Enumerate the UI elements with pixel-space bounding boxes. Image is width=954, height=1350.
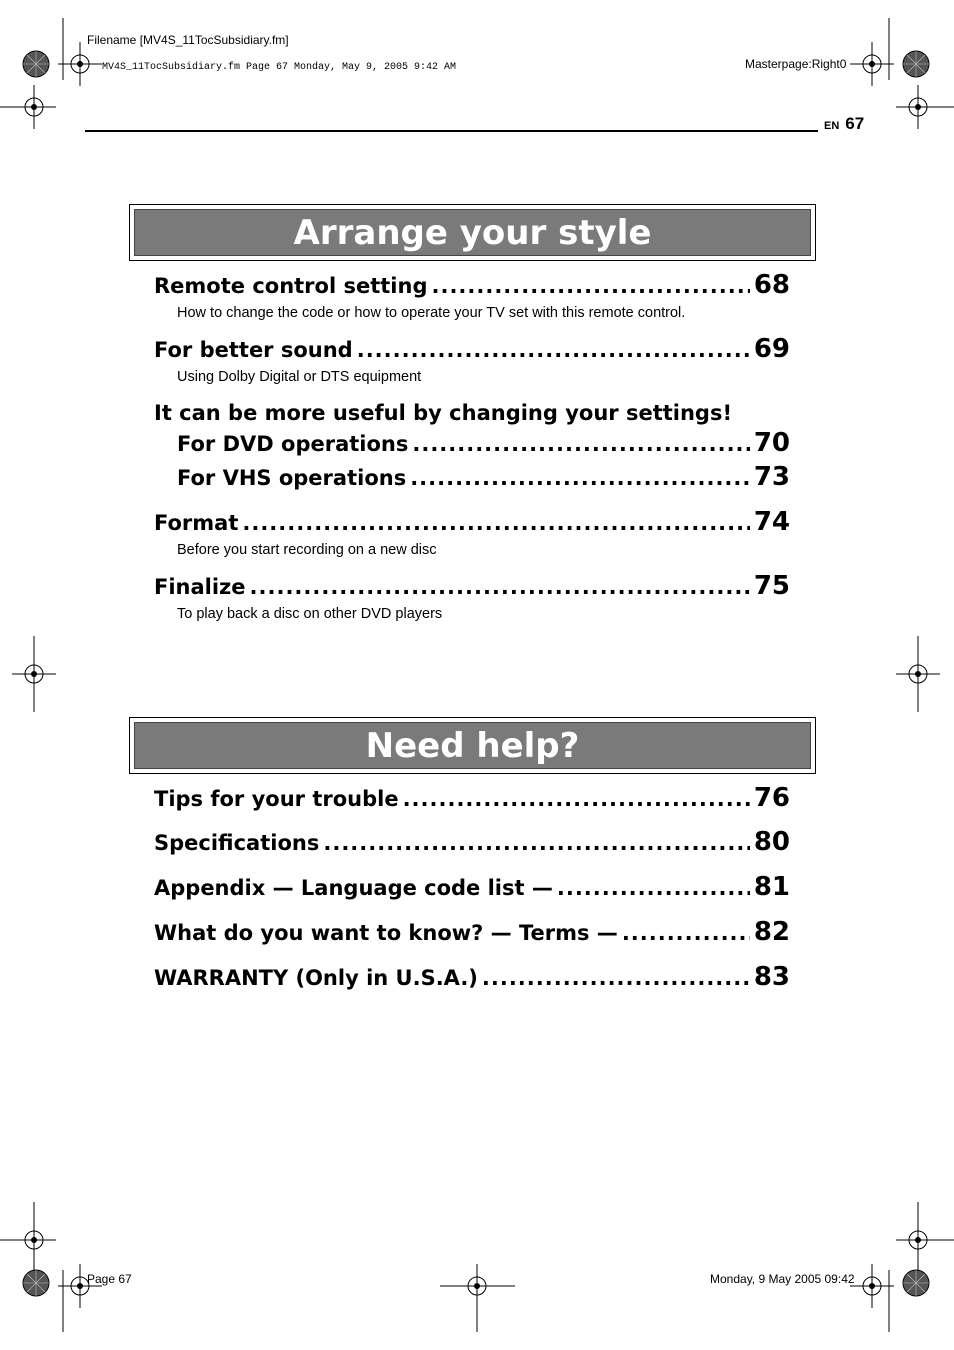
- language-code: EN: [824, 120, 840, 132]
- masterpage-label: Masterpage:Right0: [745, 57, 847, 71]
- toc-entry-title: Tips for your trouble: [154, 787, 399, 811]
- toc-entry-page: 69: [753, 334, 790, 364]
- toc-entry-page: 70: [753, 428, 790, 458]
- toc-entry-page: 81: [753, 872, 790, 902]
- leader-dots: [431, 274, 749, 298]
- section-banner-need-help: [129, 717, 816, 774]
- toc-entry-specifications[interactable]: [154, 827, 790, 857]
- leader-dots: [403, 787, 750, 811]
- leader-dots: [410, 466, 750, 490]
- filename-label: Filename [MV4S_11TocSubsidiary.fm]: [87, 33, 289, 47]
- toc-entry-title: For better sound: [154, 338, 353, 362]
- footer-date: Monday, 9 May 2005 09:42: [710, 1272, 855, 1286]
- toc-entry-title: For DVD operations: [177, 432, 409, 456]
- toc-entry-title: Specifications: [154, 831, 320, 855]
- toc-group-heading: It can be more useful by changing your settings!: [154, 401, 733, 425]
- toc-entry-title: What do you want to know? — Terms —: [154, 921, 618, 945]
- section-title: Need help?: [365, 725, 580, 766]
- leader-dots: [622, 921, 750, 945]
- section-title: Arrange your style: [293, 212, 652, 253]
- toc-entry-description: Before you start recording on a new disc: [177, 542, 437, 558]
- toc-entry-page: 82: [753, 917, 790, 947]
- toc-entry-dvd-operations[interactable]: [177, 428, 790, 458]
- toc-entry-title: Finalize: [154, 575, 246, 599]
- toc-entry-page: 80: [753, 827, 790, 857]
- toc-entry-page: 75: [753, 571, 790, 601]
- toc-entry-warranty[interactable]: [154, 962, 790, 992]
- toc-entry-vhs-operations[interactable]: [177, 462, 790, 492]
- toc-entry-title: Remote control setting: [154, 274, 428, 298]
- toc-entry-page: 73: [753, 462, 790, 492]
- toc-entry-page: 76: [753, 783, 790, 813]
- toc-entry-title: WARRANTY (Only in U.S.A.): [154, 966, 478, 990]
- toc-entry-page: 68: [753, 270, 790, 300]
- header-rule: [85, 130, 818, 132]
- toc-entry-description: Using Dolby Digital or DTS equipment: [177, 369, 422, 385]
- toc-entry-tips[interactable]: [154, 783, 790, 813]
- print-info: MV4S_11TocSubsidiary.fm Page 67 Monday, May 9, 2005 9:42 AM: [102, 62, 457, 73]
- section-banner-arrange: [129, 204, 816, 261]
- toc-entry-description: To play back a disc on other DVD players: [177, 606, 443, 622]
- leader-dots: [242, 511, 749, 535]
- page-number-value: 67: [845, 114, 865, 133]
- toc-entry-appendix[interactable]: [154, 872, 790, 902]
- toc-entry-terms[interactable]: [154, 917, 790, 947]
- toc-entry-title: For VHS operations: [177, 466, 407, 490]
- toc-entry-better-sound[interactable]: [154, 334, 790, 364]
- page-number: [824, 114, 864, 134]
- toc-entry-page: 83: [753, 962, 790, 992]
- leader-dots: [250, 575, 750, 599]
- toc-entry-format[interactable]: [154, 507, 790, 537]
- footer-page-label: Page 67: [87, 1272, 132, 1286]
- toc-entry-title: Format: [154, 511, 239, 535]
- leader-dots: [482, 966, 750, 990]
- toc-entry-finalize[interactable]: [154, 571, 790, 601]
- toc-entry-description: How to change the code or how to operate your TV set with this remote control.: [177, 305, 686, 321]
- leader-dots: [323, 831, 749, 855]
- leader-dots: [557, 876, 750, 900]
- leader-dots: [412, 432, 749, 456]
- toc-entry-page: 74: [753, 507, 790, 537]
- toc-entry-remote-control[interactable]: [154, 270, 790, 300]
- leader-dots: [357, 338, 750, 362]
- toc-entry-title: Appendix — Language code list —: [154, 876, 553, 900]
